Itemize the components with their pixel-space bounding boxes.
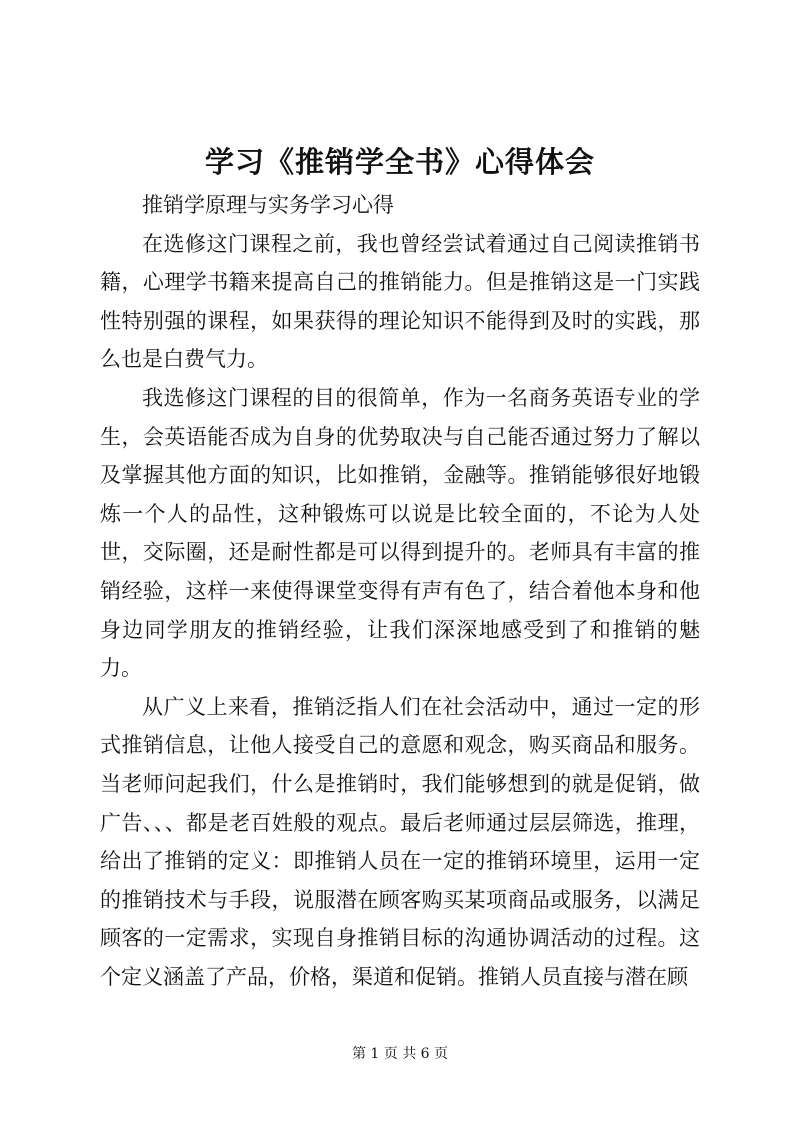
body-paragraph-1: 在选修这门课程之前，我也曾经尝试着通过自己阅读推销书籍，心理学书籍来提高自己的推销能力。但是推销这是一门实践性特别强的课程，如果获得的理论知识不能得到及时的实践，那么也是白费气力。	[100, 231, 700, 372]
body-paragraph-2: 我选修这门课程的目的很简单，作为一名商务英语专业的学生，会英语能否成为自身的优势取决与自己能否通过努力了解以及掌握其他方面的知识，比如推销，金融等。推销能够很好地锻炼一个人的品性，这种锻炼可以说是比较全面的，不论为人处世，交际圈，还是耐性都是可以得到提升的。老师具有丰富的推销经验，这样一来使得课堂变得有声有色了，结合着他本身和他身边同学朋友的推销经验，让我们深深地感受到了和推销的魅力。	[100, 385, 700, 681]
page-title: 学习《推销学全书》心得体会	[204, 145, 595, 179]
subtitle-paragraph: 推销学原理与实务学习心得	[142, 193, 394, 217]
document-body	[100, 186, 700, 996]
body-paragraph-3: 从广义上来看，推销泛指人们在社会活动中，通过一定的形式推销信息，让他人接受自己的意愿和观念，购买商品和服务。当老师问起我们，什么是推销时，我们能够想到的就是促销，做广告、、、都是老百姓般的观点。最后老师通过层层筛选，推理，给出了推销的定义：即推销人员在一定的推销环境里，运用一定的推销技术与手段，说服潜在顾客购买某项商品或服务，以满足顾客的一定需求，实现自身推销目标的沟通协调活动的过程。这个定义涵盖了产品，价格，渠道和促销。推销人员直接与潜在顾	[100, 694, 700, 989]
page-footer: 第 1 页 共 6 页	[351, 1046, 449, 1062]
